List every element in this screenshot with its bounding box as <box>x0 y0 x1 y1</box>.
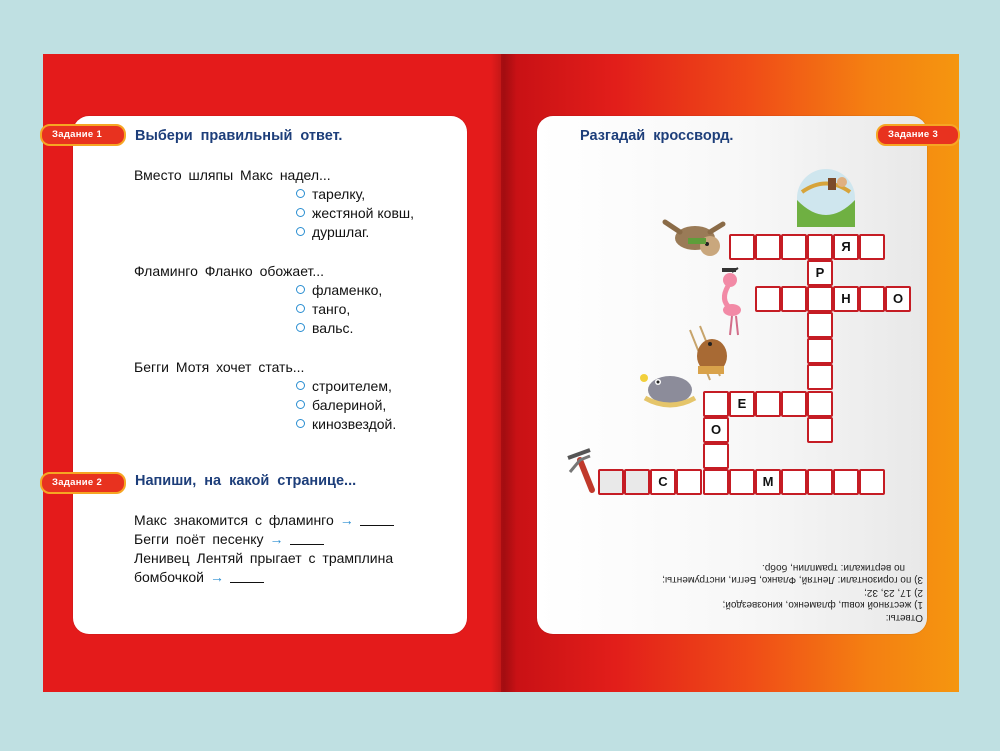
task1-q2-option-3[interactable]: вальс. <box>296 319 353 337</box>
flamingo-icon <box>722 268 741 335</box>
crossword-cell[interactable] <box>807 417 833 443</box>
crossword-cell[interactable] <box>624 469 650 495</box>
crossword-cell[interactable]: О <box>703 417 729 443</box>
crossword-cell[interactable]: Н <box>833 286 859 312</box>
task1-title: Выбери правильный ответ. <box>135 128 343 144</box>
crossword-cell[interactable] <box>729 234 755 260</box>
crossword-cell[interactable]: Р <box>807 260 833 286</box>
crossword-cell[interactable] <box>859 234 885 260</box>
crossword-cell[interactable]: Я <box>833 234 859 260</box>
crossword-cell[interactable] <box>807 312 833 338</box>
crossword-cell[interactable] <box>807 391 833 417</box>
radio-circle-icon[interactable] <box>296 227 305 236</box>
task1-q3-option-2[interactable]: балериной, <box>296 396 386 414</box>
radio-circle-icon[interactable] <box>296 304 305 313</box>
arrow-right-icon: → <box>269 531 284 547</box>
radio-circle-icon[interactable] <box>296 189 305 198</box>
answer-blank[interactable] <box>290 532 324 545</box>
task2-line-1: Макс знакомится с фламинго → <box>134 512 394 528</box>
crossword-cell[interactable] <box>807 364 833 390</box>
task3-badge: Задание 3 <box>876 124 960 146</box>
sloth-icon <box>665 222 723 256</box>
crossword-cell[interactable] <box>833 469 859 495</box>
answers-line-1: 1) жестяной ковш, фламенко, кинозвездой; <box>722 599 923 611</box>
radio-circle-icon[interactable] <box>296 208 305 217</box>
crossword-cell[interactable] <box>807 338 833 364</box>
crossword-cell[interactable] <box>859 286 885 312</box>
arrow-right-icon: → <box>339 512 354 528</box>
crossword-cell[interactable] <box>781 234 807 260</box>
radio-circle-icon[interactable] <box>296 419 305 428</box>
task1-q3-option-1[interactable]: строителем, <box>296 377 392 395</box>
crossword-cell[interactable] <box>781 391 807 417</box>
radio-circle-icon[interactable] <box>296 400 305 409</box>
crossword-cell[interactable]: О <box>885 286 911 312</box>
task2-line-4: бомбочкой → <box>134 569 264 585</box>
task1-question-1: Вместо шляпы Макс надел... <box>134 167 331 183</box>
beaver-icon <box>690 326 727 380</box>
crossword-cell[interactable] <box>755 391 781 417</box>
crossword-cell[interactable]: С <box>650 469 676 495</box>
task1-question-2: Фламинго Фланко обожает... <box>134 263 325 279</box>
task1-q2-option-2[interactable]: танго, <box>296 300 350 318</box>
answers-heading: Ответы: <box>885 612 923 623</box>
crossword-cell[interactable]: М <box>755 469 781 495</box>
task1-q2-option-1[interactable]: фламенко, <box>296 281 382 299</box>
crossword-cell[interactable] <box>703 443 729 469</box>
radio-circle-icon[interactable] <box>296 285 305 294</box>
crossword-cell[interactable] <box>781 469 807 495</box>
answers-line-4: по вертикали: трамплин, бобр. <box>761 561 905 573</box>
answers-block <box>633 551 923 623</box>
task1-q1-option-2[interactable]: жестяной ковш, <box>296 204 414 222</box>
task1-q3-option-3[interactable]: кинозвездой. <box>296 415 396 433</box>
crossword-cell[interactable] <box>676 469 702 495</box>
tools-icon <box>568 450 592 490</box>
crossword-cell[interactable] <box>859 469 885 495</box>
answer-blank[interactable] <box>360 513 394 526</box>
task3-title: Разгадай кроссворд. <box>580 128 734 144</box>
crossword-cell[interactable] <box>807 286 833 312</box>
crossword-cell[interactable]: Е <box>729 391 755 417</box>
answer-blank[interactable] <box>230 570 264 583</box>
crossword-cell[interactable] <box>755 234 781 260</box>
crossword-cell[interactable] <box>807 234 833 260</box>
task1-question-3: Бегги Мотя хочет стать... <box>134 359 305 375</box>
crossword-cell[interactable] <box>729 469 755 495</box>
crossword-cell[interactable] <box>755 286 781 312</box>
crossword-cell[interactable] <box>703 391 729 417</box>
crossword-cell[interactable] <box>807 469 833 495</box>
crossword-cell[interactable] <box>781 286 807 312</box>
crossword-cell[interactable] <box>598 469 624 495</box>
task2-line-2: Бегги поёт песенку → <box>134 531 324 547</box>
radio-circle-icon[interactable] <box>296 323 305 332</box>
answers-line-2: 2) 17, 23, 32; <box>864 586 923 598</box>
answers-line-3: 3) по горизонтали: Лентяй, Фланко, Бегги, инструменты; <box>662 574 923 586</box>
task2-title: Напиши, на какой странице... <box>135 473 357 489</box>
task1-q1-option-1[interactable]: тарелку, <box>296 185 365 203</box>
book-gutter <box>491 54 517 692</box>
springboard-scene-icon <box>797 169 855 227</box>
crossword-cell[interactable] <box>703 469 729 495</box>
radio-circle-icon[interactable] <box>296 381 305 390</box>
arrow-right-icon: → <box>209 569 224 585</box>
task1-q1-option-3[interactable]: дуршлаг. <box>296 223 369 241</box>
hippo-icon <box>640 374 695 405</box>
task1-badge: Задание 1 <box>40 124 126 146</box>
task2-line-3: Ленивец Лентяй прыгает с трамплина <box>134 550 394 566</box>
task2-badge: Задание 2 <box>40 472 126 494</box>
